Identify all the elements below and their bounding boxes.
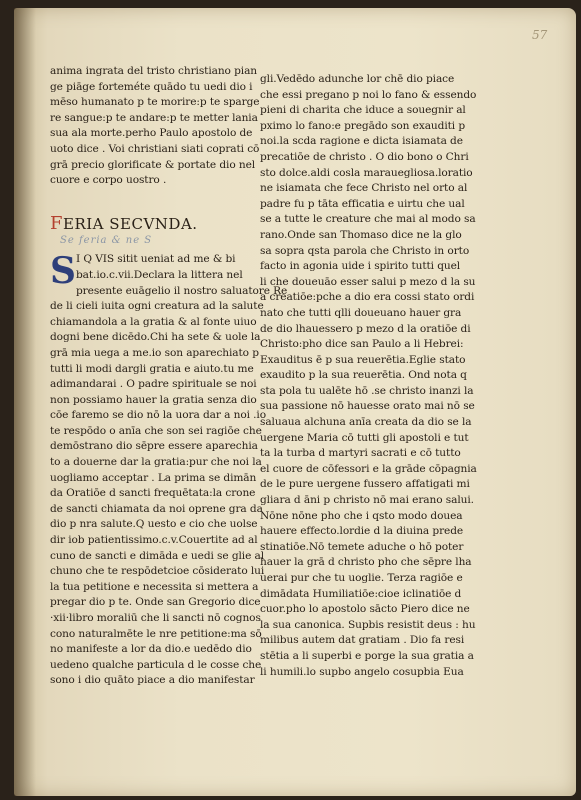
text-line: dir iob patientissimo.c.v.Couertite ad al [50, 534, 258, 547]
text-line: nato che tutti qlli doueuano hauer gra [260, 306, 462, 319]
section-heading [50, 213, 250, 235]
text-line: saluaua alchuna anīa creata da dio se la [260, 416, 472, 429]
text-line: sua ala morte.perho Paulo apostolo de [50, 127, 253, 140]
text-line: chuno che te respōdetcioe cōsiderato lui [50, 565, 265, 578]
text-line: padre fu p tāta efficatia e uirtu che ual [260, 197, 465, 210]
text-line: de sancti chiamata da noi oprene gra da [50, 502, 263, 515]
text-line: stētia a li superbi e porge la sua gratia a [260, 649, 474, 662]
text-line: bat.io.c.vii.Declara la littera nel [76, 268, 243, 281]
text-line: de dio lhauessero p mezo d la oratiōe di [260, 322, 471, 335]
text-line: la tua petitione e necessita si mettera a [50, 580, 259, 593]
text-line: hauere effecto.lordie d la diuina prede [260, 525, 464, 538]
text-line: la sua canonica. Supbis resistit deus : hu [260, 618, 476, 631]
text-line: tutti li modi dargli gratia e aiuto.tu me [50, 362, 254, 375]
text-line: pieni di charita che iduce a souegnir al [260, 104, 466, 117]
text-line: no manifeste a lor da dio.e uedēdo dio [50, 643, 252, 656]
text-line: de li cieli iuita ogni creatura ad la salute [50, 300, 264, 313]
text-line: milibus autem dat gratiam . Dio fa resi [260, 634, 465, 647]
text-line: grā mia uega a me.io son aparechiato p [50, 346, 259, 359]
text-line: I Q VIS sitit ueniat ad me & bi [76, 253, 236, 266]
text-line: uedeno qualche particula d le cosse che [50, 658, 262, 671]
text-line: da Oratiōe d sancti frequētata:la crone [50, 487, 256, 500]
text-line: uogliamo acceptar . La prima se dimān [50, 471, 257, 484]
left-column-paragraph [50, 252, 288, 689]
text-line: dio p nra salute.Q uesto e cio che uolse [50, 518, 258, 531]
text-line: precatiōe de christo . O dio bono o Chri [260, 150, 469, 163]
text-line: che essi pregano p noi lo fano & essendo [260, 88, 477, 101]
text-line: uergene Maria cō tutti gli apostoli e tut [260, 431, 469, 444]
text-line: uoto dice . Voi christiani siati coprati cō [50, 142, 260, 155]
text-line: grā precio glorificate & portate dio nel [50, 158, 256, 171]
text-line: gliara d āni p christo nō mai erano salui. [260, 494, 474, 507]
text-line: cuor.pho lo apostolo sācto Piero dice ne [260, 603, 470, 616]
left-column [50, 64, 288, 689]
text-line: dogni bene dicēdo.Chi ha sete & uole la [50, 331, 261, 344]
text-line: gli.Vedēdo adunche lor chē dio piace [260, 73, 455, 85]
text-line: anima ingrata del tristo christiano pian [50, 65, 258, 77]
text-line: sta pola tu ualēte hō .se christo inanzi la [260, 384, 474, 397]
text-line: sto dolce.aldi cosla marauegliosa.loratio [260, 166, 473, 179]
text-line: li che doueuāo esser salui p mezo d la su [260, 275, 476, 288]
heading-text: ERIA SECVNDA. [63, 214, 198, 233]
text-line: se a tutte le creature che mai al modo sa [260, 213, 476, 226]
text-line: hauer la grā d christo pho che sēpre lha [260, 556, 472, 569]
text-line: ·xii·libro moraliū che li sancti nō cognos [50, 612, 261, 624]
text-line: pregar dio p te. Onde san Gregorio dice [50, 596, 261, 609]
left-column-main-text [50, 250, 288, 689]
text-line: sua passione nō hauesse orato mai nō se [260, 400, 475, 413]
text-line: rano.Onde san Thomaso dice ne la glo [260, 228, 462, 241]
text-line: cono naturalmēte le nre petitione:ma sō [50, 627, 262, 640]
text-line: sono i dio quāto piace a dio manifestar [50, 674, 255, 687]
text-line: sa sopra qsta parola che Christo in orto [260, 244, 470, 257]
handwritten-annotation: Se feria & ne S [60, 234, 153, 246]
text-line: Exauditus ē p sua reuerētia.Eglie stato [260, 353, 466, 366]
text-line: uerai pur che tu uoglie. Terza ragiōe e [260, 572, 463, 584]
text-line: el cuore de cōfessori e la grāde cōpagnia [260, 462, 477, 475]
drop-initial: S [50, 250, 76, 293]
text-line: ne isiamata che fece Christo nel orto al [260, 182, 468, 195]
text-line: facto in agonia uide i spirito tutti quel [260, 260, 461, 273]
text-line: to a douerne dar la gratia:pur che noi la [50, 456, 262, 469]
text-line: pximo lo fano:e pregādo son exauditi p [260, 119, 466, 132]
text-line: Christo:pho dice san Paulo a li Hebrei: [260, 338, 464, 351]
text-line: ge piāge forteméte quādo tu uedi dio i [50, 80, 253, 93]
text-line: chiamandola a la gratia & al fonte uiuo [50, 315, 257, 328]
text-line: demōstrano dio sēpre essere aparechia [50, 440, 258, 453]
text-line: exaudito p la sua reuerētia. Ond nota q [260, 369, 467, 382]
text-line: te respōdo o anīa che son sei ragiōe che [50, 424, 262, 437]
text-line: a creatiōe:pche a dio era cossi stato ordi [260, 291, 475, 304]
text-line: cuore e corpo uostro . [50, 174, 167, 187]
text-line: de le pure uergene fussero affatigati mi [260, 478, 470, 491]
text-line: noi.la scda ragione e dicta isiamata de [260, 135, 463, 148]
text-line: re sangue:p te andare:p te metter lania [50, 111, 258, 124]
text-line: adimandarai . O padre spirituale se noi [50, 378, 257, 391]
text-line: ta la turba d martyri sacrati e cō tutto [260, 447, 461, 460]
text-line: cōe faremo se dio nō la uora dar a noi .io [50, 409, 266, 422]
text-line: mēso humanato p te morire:p te sparge [50, 96, 260, 109]
text-line: stinatiōe.Nō temete aduche o hō poter [260, 540, 464, 553]
folio-number: 57 [532, 28, 548, 42]
text-line: non possiamo hauer la gratia senza dio [50, 393, 257, 406]
left-column-top-text [50, 64, 260, 189]
text-line: Nōne nōne pho che i qsto modo douea [260, 509, 463, 522]
heading-initial: F [50, 212, 63, 234]
text-line: cuno de sancti e dimāda e uedi se glie al [50, 549, 265, 562]
text-line: dimādata Humiliatiōe:cioe iclinatiōe d [260, 587, 462, 600]
text-line: presente euāgelio il nostro saluatore Re [76, 284, 288, 297]
right-column [260, 72, 477, 680]
text-line: li humili.lo supbo angelo cosupbia Eua [260, 665, 464, 678]
